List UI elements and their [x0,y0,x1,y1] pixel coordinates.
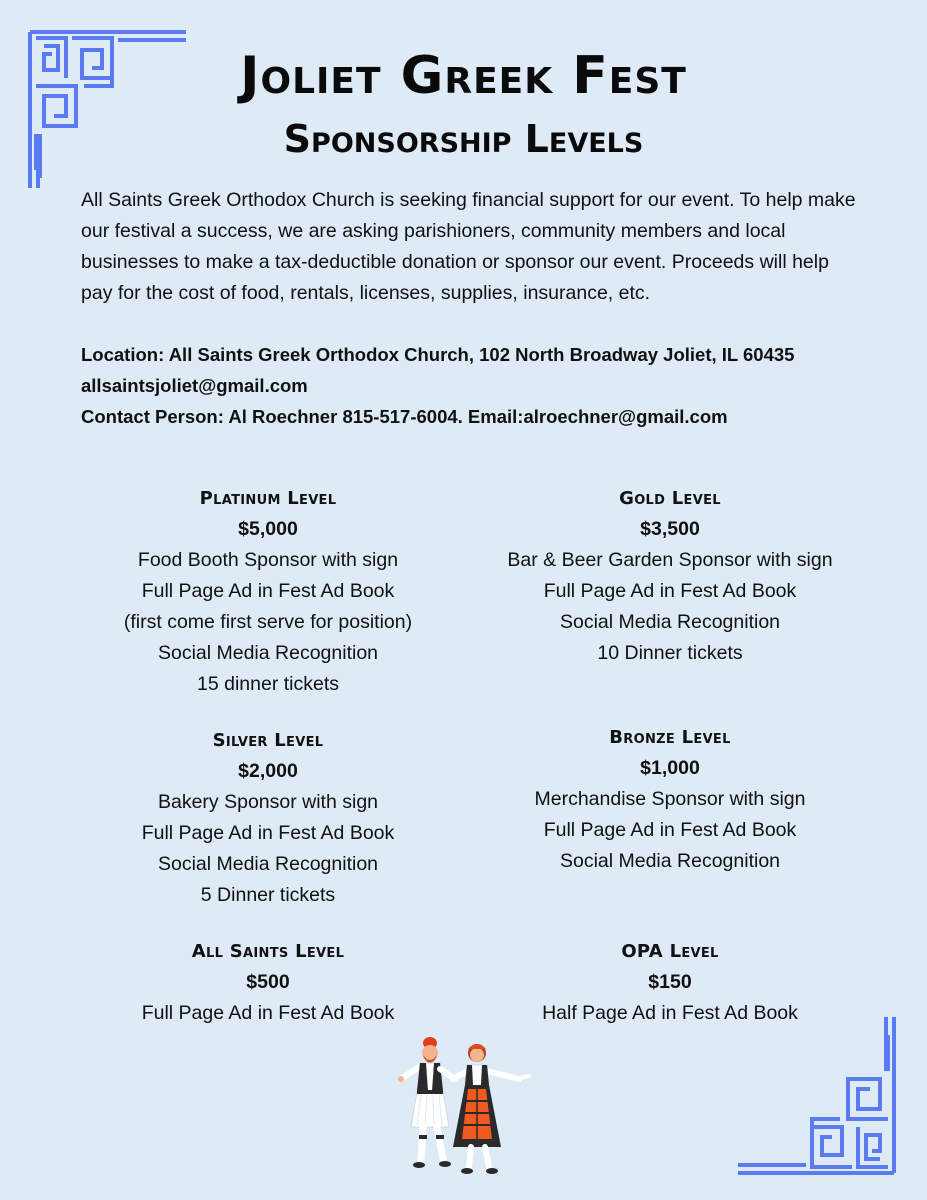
level-benefit: 5 Dinner tickets [200,884,336,906]
level-benefit: Social Media Recognition [157,642,379,664]
level-benefit: 15 dinner tickets [197,673,339,695]
level-platinum [58,483,478,700]
level-name: Bronze Level [609,727,731,748]
level-gold [460,483,880,669]
level-benefit: (first come first serve for position) [123,611,413,633]
level-benefit: Bakery Sponsor with sign [157,791,379,813]
greek-dancers-illustration [395,1035,535,1180]
level-benefit: Social Media Recognition [157,853,379,875]
level-price: $5,000 [238,518,298,540]
contact-person-line: Contact Person: Al Roechner 815-517-6004. Email:alroechner@gmail.com [81,406,728,427]
level-benefit: Full Page Ad in Fest Ad Book [141,580,395,602]
location-line: Location: All Saints Greek Orthodox Church, 102 North Broadway Joliet, IL 60435 [81,344,795,365]
level-all-saints [58,936,478,1029]
level-benefit: Social Media Recognition [559,850,781,872]
level-name: Gold Level [619,488,721,509]
greek-key-corner-icon [736,1015,896,1175]
level-benefit: 10 Dinner tickets [597,642,743,664]
level-price: $3,500 [640,518,700,540]
level-bronze [460,722,880,877]
church-email: allsaintsjoliet@gmail.com [81,375,308,396]
level-benefit: Bar & Beer Garden Sponsor with sign [507,549,833,571]
level-benefit: Full Page Ad in Fest Ad Book [141,1002,395,1024]
level-benefit: Food Booth Sponsor with sign [137,549,399,571]
page-subtitle: Sponsorship Levels [283,117,644,161]
page-title: Joliet Greek Fest [240,46,687,106]
level-benefit: Half Page Ad in Fest Ad Book [542,1002,798,1024]
level-name: Platinum Level [199,488,337,509]
level-benefit: Full Page Ad in Fest Ad Book [543,580,797,602]
level-name: All Saints Level [191,941,345,962]
level-price: $500 [246,971,290,993]
level-benefit: Full Page Ad in Fest Ad Book [543,819,797,841]
level-price: $150 [648,971,692,993]
contact-info [81,339,881,432]
level-benefit: Social Media Recognition [559,611,781,633]
intro-paragraph: All Saints Greek Orthodox Church is seeking financial support for our event. To help make our festival a success, we are asking parishioners, community members and local businesses to make a tax-deductible donation or sponsor our event. Proceeds will help pay for the cost of food, rentals, licenses, supplies, insurance, etc. [81,189,856,304]
level-benefit: Merchandise Sponsor with sign [534,788,806,810]
level-name: OPA Level [621,941,719,962]
level-silver [58,725,478,911]
level-name: Silver Level [212,730,324,751]
level-price: $2,000 [238,760,298,782]
level-price: $1,000 [640,757,700,779]
level-opa [460,936,880,1029]
level-benefit: Full Page Ad in Fest Ad Book [141,822,395,844]
